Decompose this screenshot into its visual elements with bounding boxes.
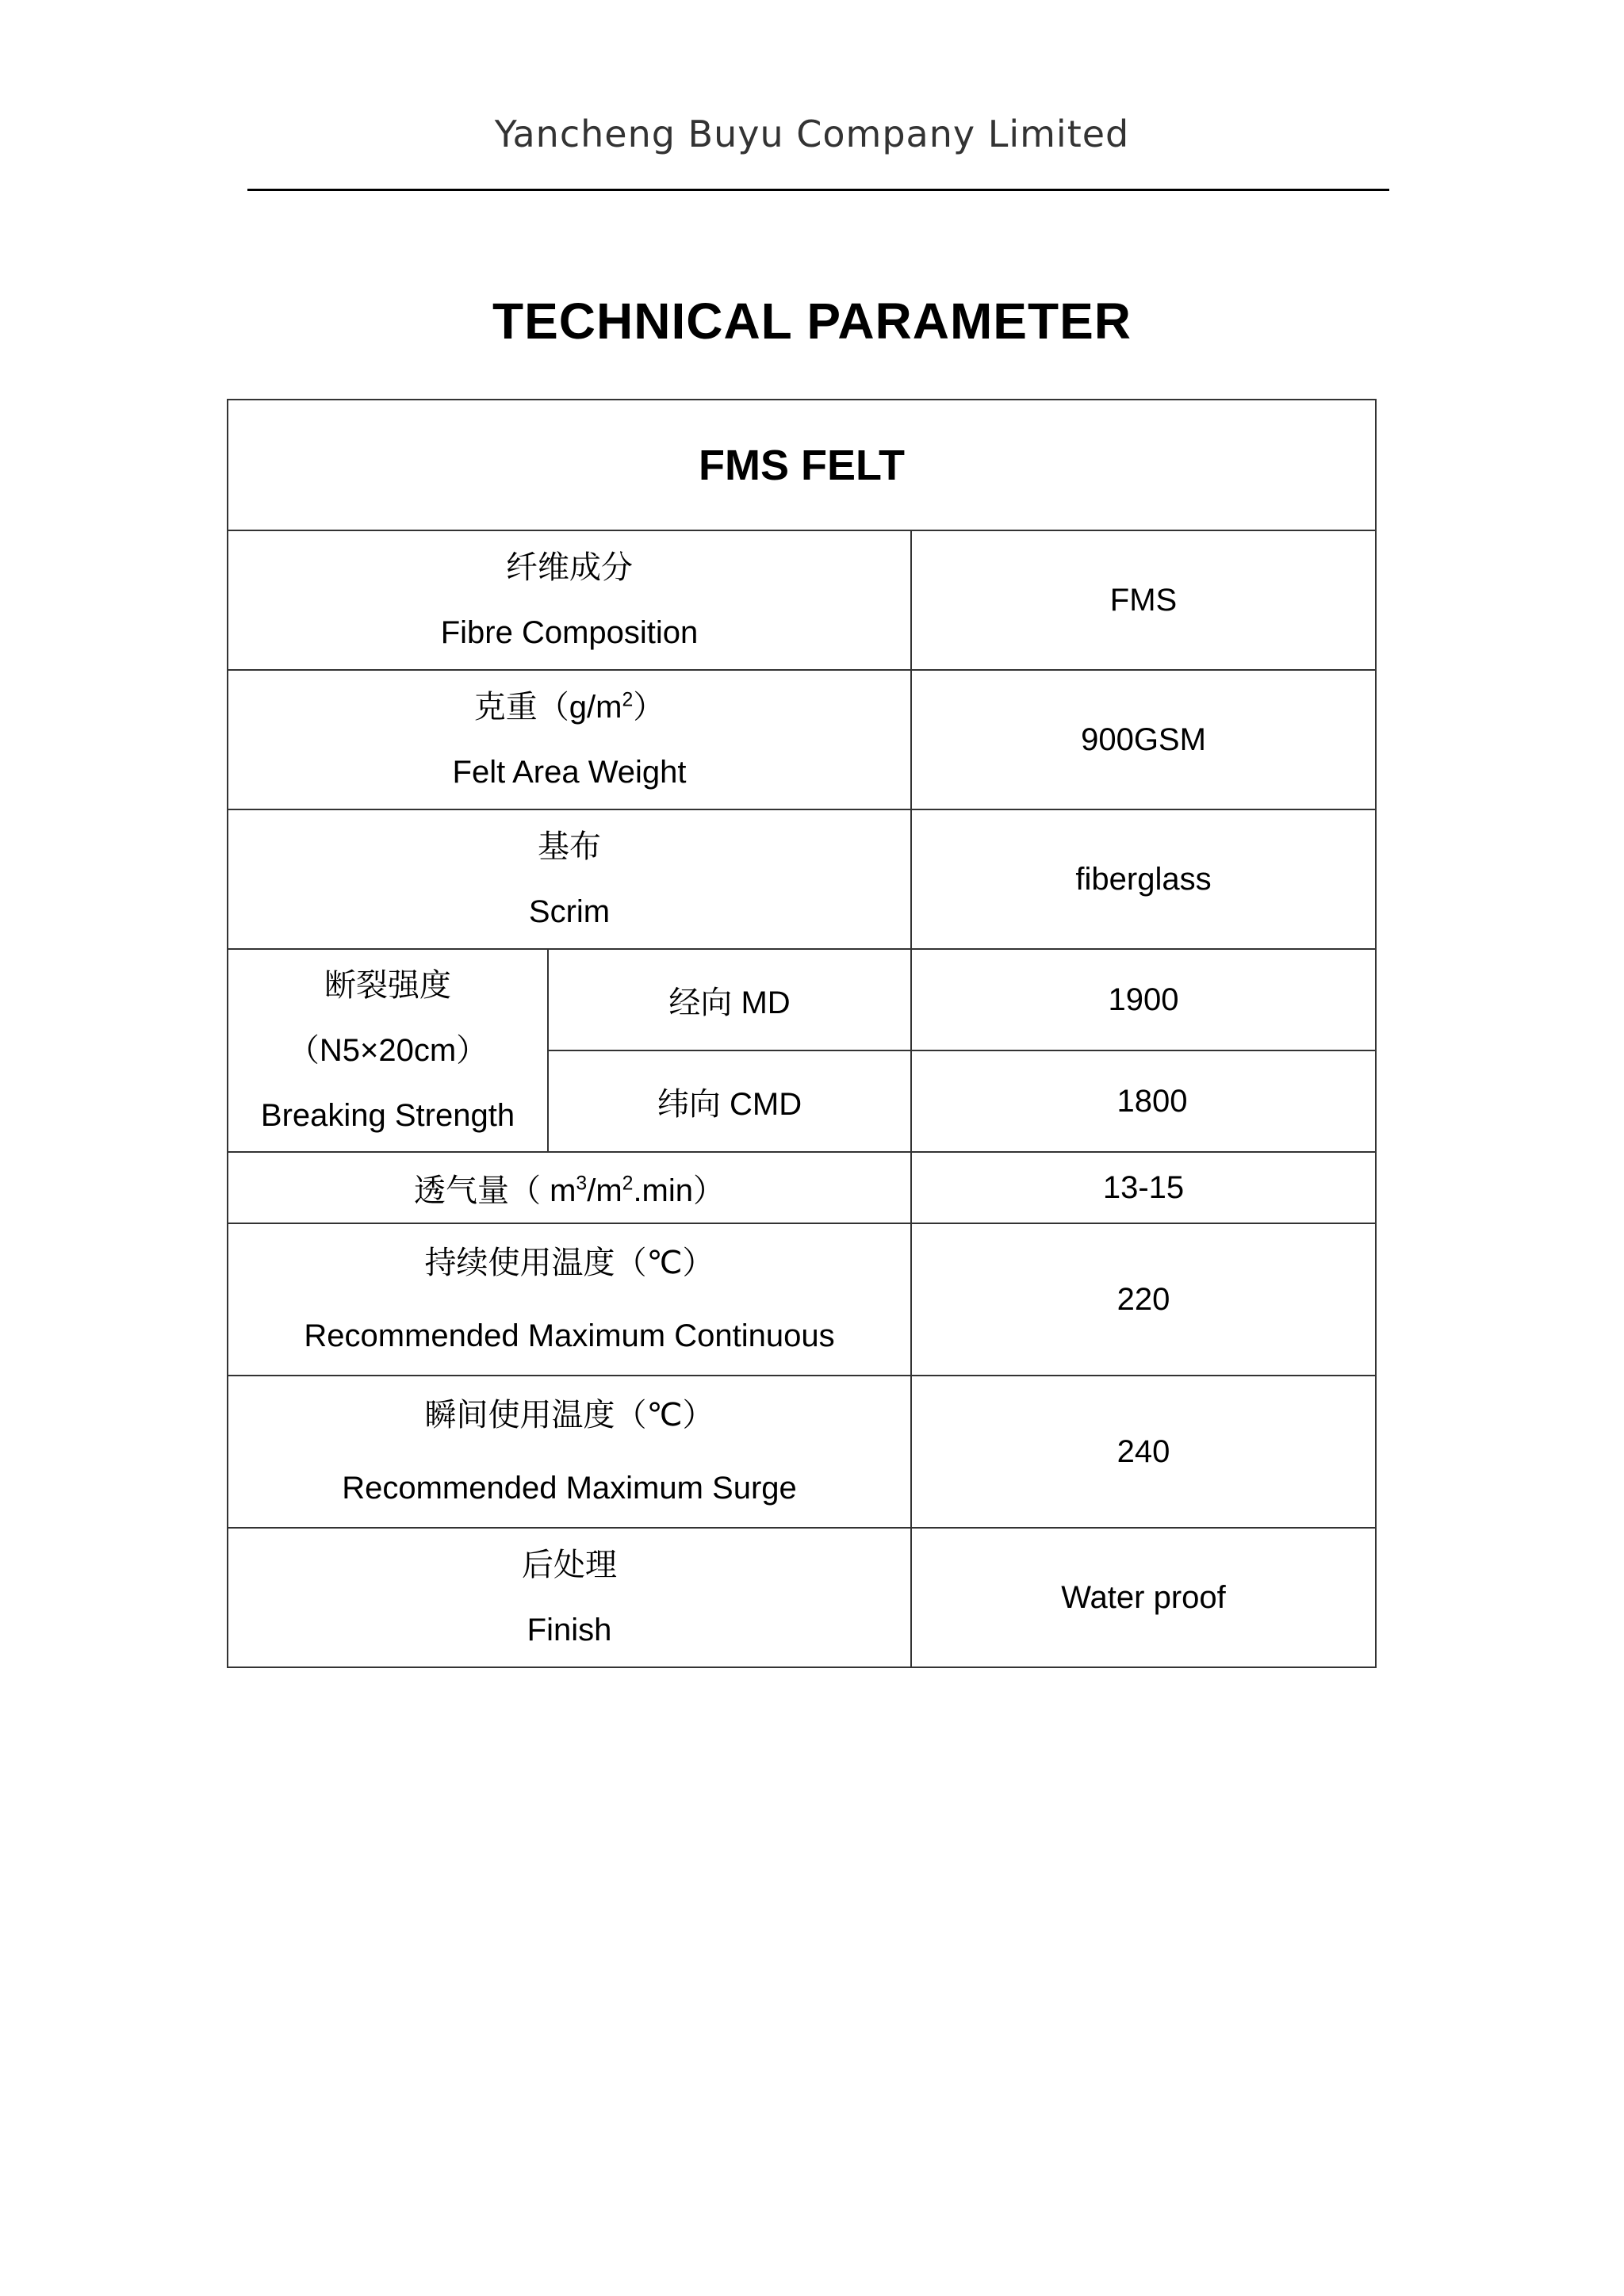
continuous-value: 220: [911, 1223, 1376, 1376]
fibre-label-en: Fibre Composition: [440, 615, 699, 650]
table-row-weight: [228, 670, 1376, 809]
air-label-tail: .min）: [633, 1173, 726, 1208]
air-label-mid: /m: [587, 1173, 622, 1208]
table-row-scrim: [228, 809, 1376, 949]
continuous-label: [228, 1223, 911, 1376]
weight-unit-text: 克重（g/m: [473, 690, 622, 725]
page-title: TECHNICAL PARAMETER: [492, 293, 1132, 350]
breaking-cmd-label: 纬向 CMD: [548, 1050, 911, 1152]
surge-label-cn: 瞬间使用温度（℃）: [424, 1398, 714, 1433]
weight-label-en: Felt Area Weight: [452, 755, 687, 790]
company-header: Yancheng Buyu Company Limited: [494, 113, 1130, 155]
weight-unit-close: ）: [633, 690, 665, 725]
fibre-label-cn: 纤维成分: [506, 550, 633, 585]
weight-unit-sup: 2: [622, 689, 634, 711]
breaking-md-label: 经向 MD: [548, 949, 911, 1050]
finish-value: Water proof: [911, 1528, 1376, 1667]
air-label-text: 透气量（ m: [413, 1173, 576, 1208]
weight-value: 900GSM: [911, 670, 1376, 809]
table-row-air-permeability: [228, 1152, 1376, 1223]
table-row-surge-temp: [228, 1376, 1376, 1528]
breaking-label-cn: 断裂强度: [324, 968, 451, 1003]
scrim-label-en: Scrim: [528, 894, 611, 929]
surge-label-en: Recommended Maximum Surge: [342, 1471, 797, 1506]
table-row-finish: [228, 1528, 1376, 1667]
table-row-breaking-md: [228, 949, 1376, 1050]
weight-label-cn: [228, 683, 910, 731]
finish-label-en: Finish: [527, 1613, 612, 1647]
table-title-row: [228, 400, 1376, 530]
surge-label: [228, 1376, 911, 1528]
continuous-label-en: Recommended Maximum Continuous: [304, 1318, 835, 1353]
fibre-value: FMS: [911, 530, 1376, 670]
breaking-label: [228, 949, 548, 1152]
breaking-md-value: 1900: [911, 949, 1376, 1050]
table-row-fibre: [228, 530, 1376, 670]
parameter-table: [227, 399, 1377, 1668]
air-label: [228, 1152, 911, 1223]
scrim-value: fiberglass: [911, 809, 1376, 949]
scrim-label-cn: 基布: [538, 829, 601, 864]
continuous-label-cn: 持续使用温度（℃）: [424, 1246, 714, 1280]
breaking-label-unit: （N5×20cm）: [287, 1033, 488, 1068]
weight-label: [228, 670, 911, 809]
scrim-label: [228, 809, 911, 949]
breaking-cmd-value: 1800: [911, 1050, 1376, 1152]
finish-label: [228, 1528, 911, 1667]
table-row-continuous-temp: [228, 1223, 1376, 1376]
air-value: 13-15: [911, 1152, 1376, 1223]
fibre-label: [228, 530, 911, 670]
table-title: FMS FELT: [228, 400, 1376, 530]
header-divider: [247, 189, 1389, 191]
finish-label-cn: 后处理: [522, 1548, 617, 1582]
air-label-sup2: 2: [622, 1173, 634, 1195]
surge-value: 240: [911, 1376, 1376, 1528]
breaking-label-en: Breaking Strength: [260, 1098, 515, 1133]
air-label-sup1: 3: [576, 1173, 588, 1195]
